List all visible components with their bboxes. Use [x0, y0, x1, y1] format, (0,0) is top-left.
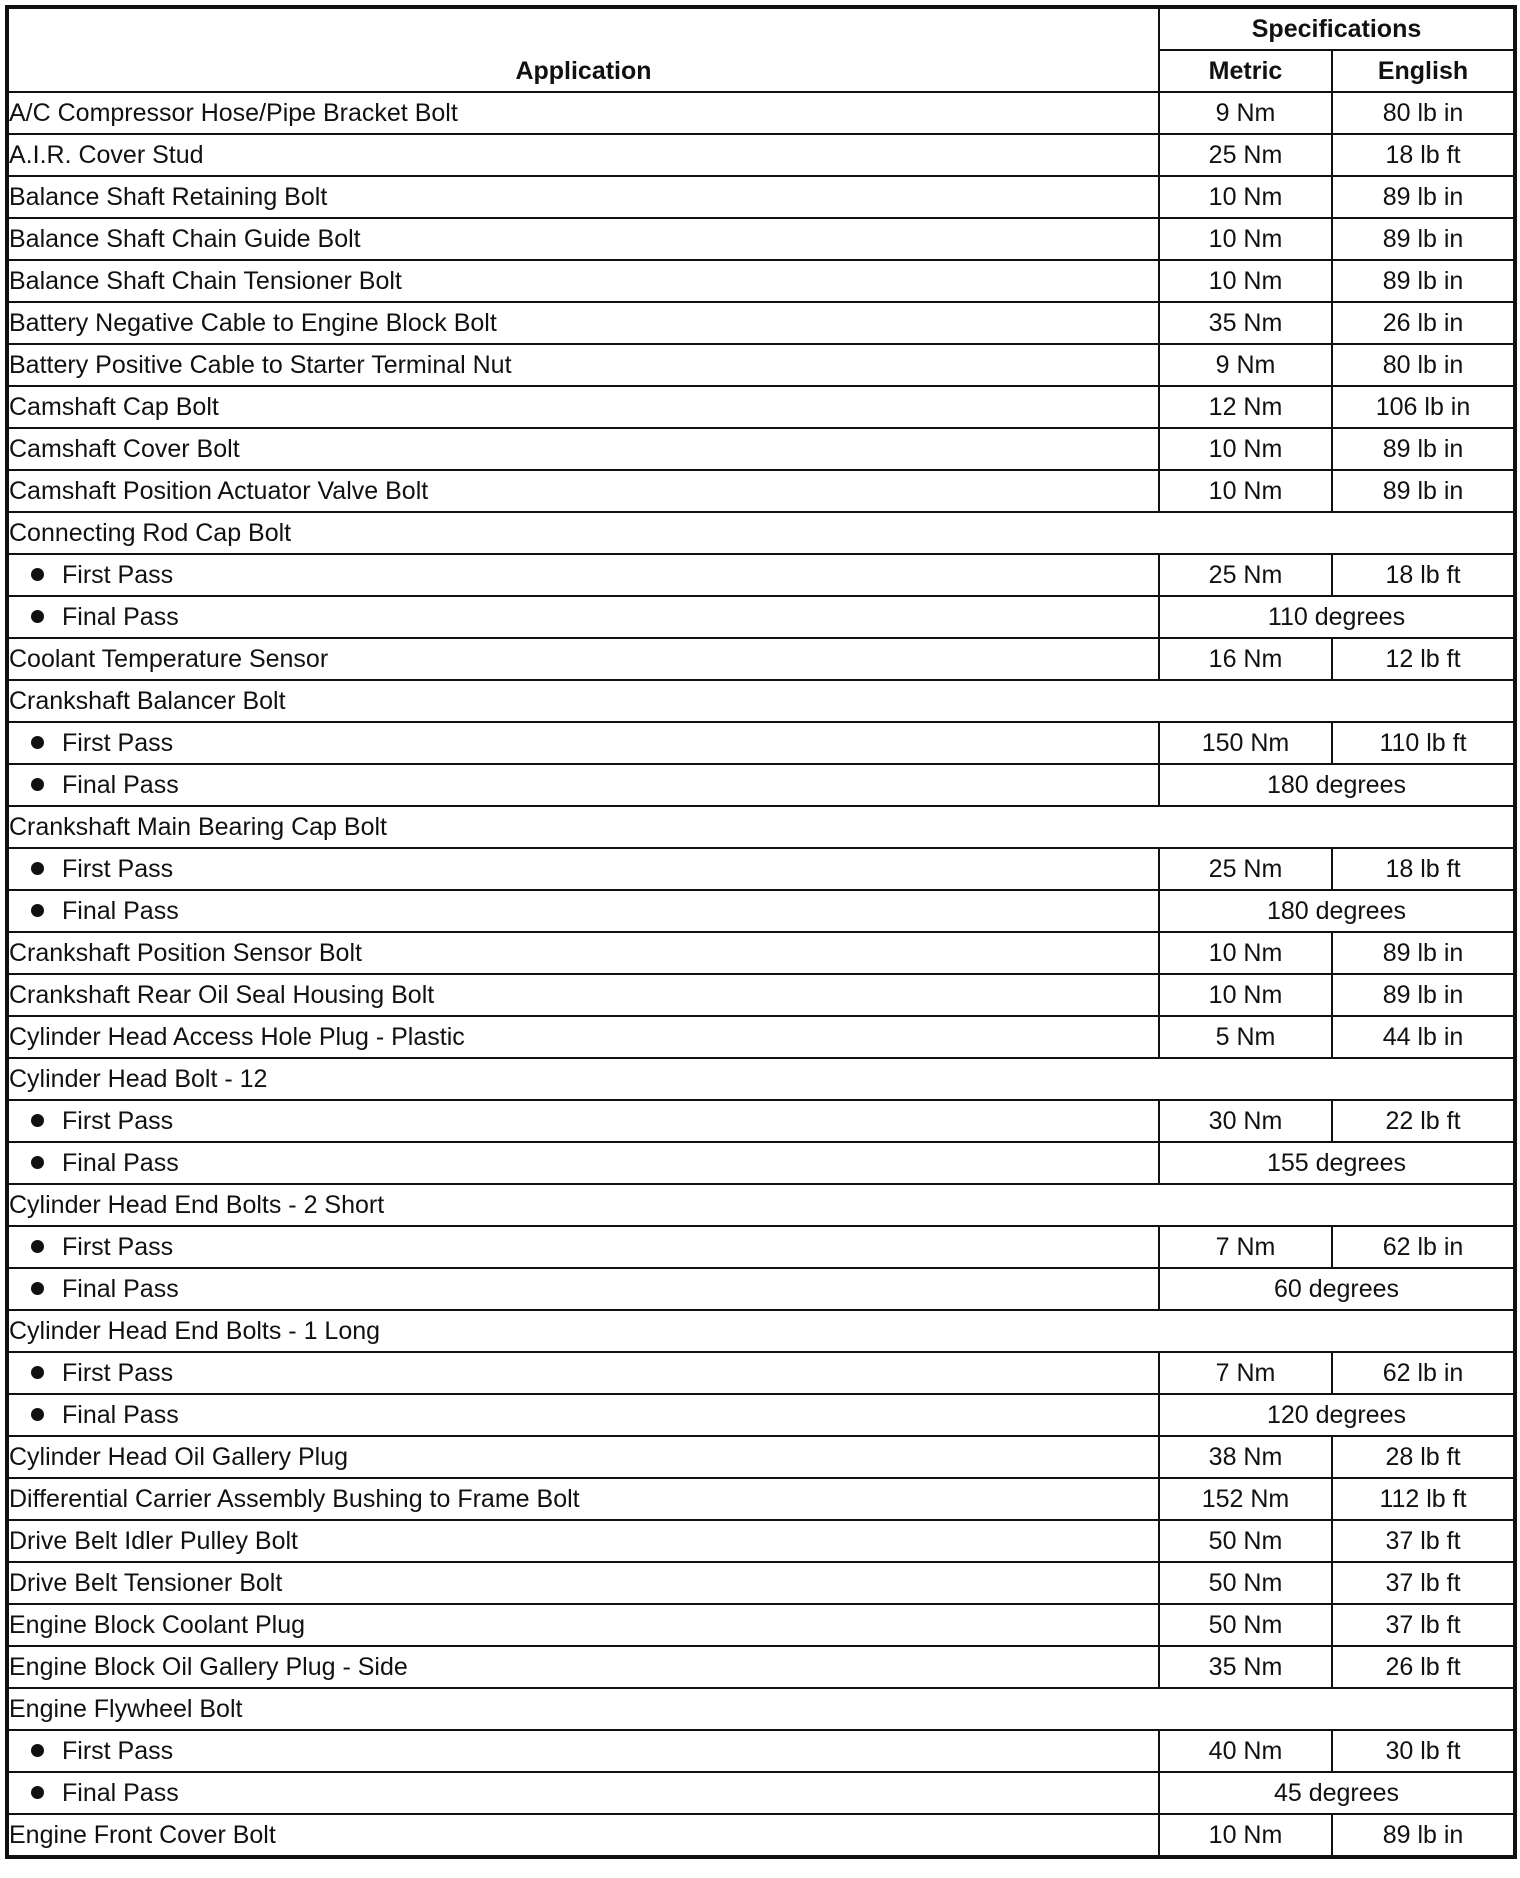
- application-cell: [7, 1772, 1159, 1814]
- application-label: Crankshaft Rear Oil Seal Housing Bolt: [9, 981, 435, 1009]
- metric-cell: 50 Nm: [1159, 1520, 1332, 1562]
- table-row: [7, 596, 1515, 638]
- table-row: [7, 554, 1515, 596]
- application-cell: [7, 1646, 1159, 1688]
- torque-spec-table: [5, 5, 1517, 1859]
- bullet-icon: [31, 736, 44, 749]
- english-cell: 28 lb ft: [1332, 1436, 1515, 1478]
- english-cell: 18 lb ft: [1332, 134, 1515, 176]
- metric-cell: 25 Nm: [1159, 848, 1332, 890]
- application-label: Camshaft Cover Bolt: [9, 435, 240, 463]
- specifications-column-header: Specifications: [1159, 7, 1515, 50]
- application-label: Final Pass: [62, 1275, 179, 1303]
- application-cell: [7, 1814, 1159, 1857]
- bullet-icon: [31, 1156, 44, 1169]
- application-label: Cylinder Head Access Hole Plug - Plastic: [9, 1023, 465, 1051]
- angle-spec-cell: 45 degrees: [1159, 1772, 1515, 1814]
- table-row: [7, 1730, 1515, 1772]
- metric-cell: 10 Nm: [1159, 1814, 1332, 1857]
- application-cell: [7, 218, 1159, 260]
- metric-cell: 38 Nm: [1159, 1436, 1332, 1478]
- application-cell: [7, 1016, 1159, 1058]
- application-cell: [7, 1100, 1159, 1142]
- application-label: Final Pass: [62, 771, 179, 799]
- english-cell: 12 lb ft: [1332, 638, 1515, 680]
- application-cell: [7, 176, 1159, 218]
- application-cell: [7, 344, 1159, 386]
- application-cell: [7, 1688, 1515, 1730]
- application-label: First Pass: [62, 855, 174, 883]
- application-cell: [7, 680, 1515, 722]
- bullet-icon: [31, 778, 44, 791]
- application-label: First Pass: [62, 561, 174, 589]
- application-label: Crankshaft Position Sensor Bolt: [9, 939, 362, 967]
- table-row: [7, 1058, 1515, 1100]
- application-label: First Pass: [62, 1233, 174, 1261]
- english-column-header: English: [1332, 50, 1515, 92]
- bullet-icon: [31, 904, 44, 917]
- metric-cell: 16 Nm: [1159, 638, 1332, 680]
- application-cell: [7, 554, 1159, 596]
- angle-spec-cell: 110 degrees: [1159, 596, 1515, 638]
- table-row: [7, 764, 1515, 806]
- english-cell: 62 lb in: [1332, 1226, 1515, 1268]
- application-label: Balance Shaft Chain Guide Bolt: [9, 225, 361, 253]
- table-row: [7, 176, 1515, 218]
- application-label: Camshaft Position Actuator Valve Bolt: [9, 477, 429, 505]
- application-label: Final Pass: [62, 1401, 179, 1429]
- torque-spec-table-wrapper: [5, 5, 1517, 1859]
- table-row: [7, 1562, 1515, 1604]
- metric-cell: 12 Nm: [1159, 386, 1332, 428]
- table-row: [7, 932, 1515, 974]
- table-row: [7, 1604, 1515, 1646]
- table-row: [7, 1142, 1515, 1184]
- application-cell: [7, 428, 1159, 470]
- application-label: First Pass: [62, 1737, 174, 1765]
- application-label: Final Pass: [62, 897, 179, 925]
- application-cell: [7, 1058, 1515, 1100]
- header-row-top: [7, 7, 1515, 50]
- application-label: Differential Carrier Assembly Bushing to Frame Bolt: [9, 1485, 580, 1513]
- angle-spec-cell: 180 degrees: [1159, 764, 1515, 806]
- metric-cell: 9 Nm: [1159, 92, 1332, 134]
- application-cell: [7, 134, 1159, 176]
- english-cell: 80 lb in: [1332, 92, 1515, 134]
- metric-cell: 35 Nm: [1159, 302, 1332, 344]
- metric-cell: 40 Nm: [1159, 1730, 1332, 1772]
- application-label: Engine Front Cover Bolt: [9, 1821, 276, 1849]
- metric-cell: 7 Nm: [1159, 1226, 1332, 1268]
- angle-spec-cell: 180 degrees: [1159, 890, 1515, 932]
- application-cell: [7, 1478, 1159, 1520]
- bullet-icon: [31, 568, 44, 581]
- metric-cell: 25 Nm: [1159, 554, 1332, 596]
- application-label: Camshaft Cap Bolt: [9, 393, 219, 421]
- application-cell: [7, 512, 1515, 554]
- metric-cell: 10 Nm: [1159, 932, 1332, 974]
- metric-cell: 30 Nm: [1159, 1100, 1332, 1142]
- table-row: [7, 1814, 1515, 1857]
- table-row: [7, 1184, 1515, 1226]
- application-cell: [7, 1352, 1159, 1394]
- application-label: A/C Compressor Hose/Pipe Bracket Bolt: [9, 99, 458, 127]
- table-row: [7, 1310, 1515, 1352]
- application-cell: [7, 1562, 1159, 1604]
- english-cell: 89 lb in: [1332, 260, 1515, 302]
- application-label: Engine Flywheel Bolt: [9, 1695, 243, 1723]
- metric-cell: 10 Nm: [1159, 176, 1332, 218]
- metric-cell: 150 Nm: [1159, 722, 1332, 764]
- metric-cell: 10 Nm: [1159, 218, 1332, 260]
- table-row: [7, 1352, 1515, 1394]
- application-label: Cylinder Head End Bolts - 1 Long: [9, 1317, 381, 1345]
- application-cell: [7, 596, 1159, 638]
- table-row: [7, 848, 1515, 890]
- table-row: [7, 470, 1515, 512]
- application-cell: [7, 470, 1159, 512]
- application-cell: [7, 722, 1159, 764]
- table-row: [7, 260, 1515, 302]
- application-label: First Pass: [62, 1107, 174, 1135]
- bullet-icon: [31, 1282, 44, 1295]
- table-row: [7, 218, 1515, 260]
- metric-cell: 35 Nm: [1159, 1646, 1332, 1688]
- english-cell: 30 lb ft: [1332, 1730, 1515, 1772]
- metric-cell: 50 Nm: [1159, 1562, 1332, 1604]
- bullet-icon: [31, 1114, 44, 1127]
- application-cell: [7, 1436, 1159, 1478]
- application-cell: [7, 1268, 1159, 1310]
- application-label: Crankshaft Balancer Bolt: [9, 687, 286, 715]
- table-row: [7, 1268, 1515, 1310]
- application-cell: [7, 1604, 1159, 1646]
- english-cell: 22 lb ft: [1332, 1100, 1515, 1142]
- english-cell: 26 lb ft: [1332, 1646, 1515, 1688]
- table-row: [7, 1772, 1515, 1814]
- table-row: [7, 1520, 1515, 1562]
- metric-cell: 152 Nm: [1159, 1478, 1332, 1520]
- application-cell: [7, 1520, 1159, 1562]
- table-row: [7, 722, 1515, 764]
- application-cell: [7, 848, 1159, 890]
- angle-spec-cell: 60 degrees: [1159, 1268, 1515, 1310]
- english-cell: 18 lb ft: [1332, 848, 1515, 890]
- table-row: [7, 806, 1515, 848]
- application-cell: [7, 1394, 1159, 1436]
- bullet-icon: [31, 1240, 44, 1253]
- table-row: [7, 386, 1515, 428]
- metric-cell: 10 Nm: [1159, 428, 1332, 470]
- english-cell: 89 lb in: [1332, 932, 1515, 974]
- bullet-icon: [31, 1408, 44, 1421]
- english-cell: 80 lb in: [1332, 344, 1515, 386]
- table-row: [7, 638, 1515, 680]
- table-row: [7, 974, 1515, 1016]
- bullet-icon: [31, 862, 44, 875]
- application-cell: [7, 1310, 1515, 1352]
- application-label: First Pass: [62, 729, 174, 757]
- application-cell: [7, 1730, 1159, 1772]
- table-row: [7, 890, 1515, 932]
- english-cell: 89 lb in: [1332, 176, 1515, 218]
- english-cell: 89 lb in: [1332, 470, 1515, 512]
- application-label: Cylinder Head Bolt - 12: [9, 1065, 268, 1093]
- table-row: [7, 1394, 1515, 1436]
- table-row: [7, 1478, 1515, 1520]
- application-label: A.I.R. Cover Stud: [9, 141, 204, 169]
- metric-cell: 10 Nm: [1159, 470, 1332, 512]
- english-cell: 62 lb in: [1332, 1352, 1515, 1394]
- application-cell: [7, 1142, 1159, 1184]
- english-cell: 18 lb ft: [1332, 554, 1515, 596]
- metric-cell: 10 Nm: [1159, 974, 1332, 1016]
- english-cell: 89 lb in: [1332, 974, 1515, 1016]
- metric-cell: 9 Nm: [1159, 344, 1332, 386]
- english-cell: 112 lb ft: [1332, 1478, 1515, 1520]
- english-cell: 26 lb in: [1332, 302, 1515, 344]
- angle-spec-cell: 120 degrees: [1159, 1394, 1515, 1436]
- application-cell: [7, 1226, 1159, 1268]
- application-cell: [7, 92, 1159, 134]
- english-cell: 89 lb in: [1332, 428, 1515, 470]
- table-row: [7, 1688, 1515, 1730]
- table-row: [7, 1016, 1515, 1058]
- metric-cell: 7 Nm: [1159, 1352, 1332, 1394]
- application-cell: [7, 302, 1159, 344]
- table-row: [7, 344, 1515, 386]
- english-cell: 89 lb in: [1332, 1814, 1515, 1857]
- table-row: [7, 1100, 1515, 1142]
- angle-spec-cell: 155 degrees: [1159, 1142, 1515, 1184]
- application-label: Drive Belt Idler Pulley Bolt: [9, 1527, 299, 1555]
- table-header: [7, 7, 1515, 92]
- english-cell: 89 lb in: [1332, 218, 1515, 260]
- application-cell: [7, 638, 1159, 680]
- application-cell: [7, 260, 1159, 302]
- application-label: Battery Positive Cable to Starter Terminal Nut: [9, 351, 512, 379]
- application-label: Final Pass: [62, 603, 179, 631]
- english-cell: 110 lb ft: [1332, 722, 1515, 764]
- application-label: Cylinder Head Oil Gallery Plug: [9, 1443, 349, 1471]
- application-cell: [7, 974, 1159, 1016]
- bullet-icon: [31, 1786, 44, 1799]
- application-label: Battery Negative Cable to Engine Block Bolt: [9, 309, 497, 337]
- application-label: Crankshaft Main Bearing Cap Bolt: [9, 813, 387, 841]
- application-label: Coolant Temperature Sensor: [9, 645, 329, 673]
- metric-cell: 50 Nm: [1159, 1604, 1332, 1646]
- table-row: [7, 1646, 1515, 1688]
- application-cell: [7, 932, 1159, 974]
- bullet-icon: [31, 610, 44, 623]
- application-label: Final Pass: [62, 1149, 179, 1177]
- application-column-header: Application: [7, 7, 1159, 92]
- bullet-icon: [31, 1744, 44, 1757]
- application-label: Cylinder Head End Bolts - 2 Short: [9, 1191, 385, 1219]
- metric-cell: 25 Nm: [1159, 134, 1332, 176]
- table-row: [7, 92, 1515, 134]
- application-label: Drive Belt Tensioner Bolt: [9, 1569, 283, 1597]
- application-cell: [7, 890, 1159, 932]
- bullet-icon: [31, 1366, 44, 1379]
- application-label: Balance Shaft Chain Tensioner Bolt: [9, 267, 402, 295]
- english-cell: 44 lb in: [1332, 1016, 1515, 1058]
- english-cell: 37 lb ft: [1332, 1520, 1515, 1562]
- application-label: Connecting Rod Cap Bolt: [9, 519, 292, 547]
- metric-column-header: Metric: [1159, 50, 1332, 92]
- english-cell: 37 lb ft: [1332, 1562, 1515, 1604]
- table-row: [7, 1226, 1515, 1268]
- application-cell: [7, 806, 1515, 848]
- table-row: [7, 512, 1515, 554]
- application-label: First Pass: [62, 1359, 174, 1387]
- application-label: Engine Block Coolant Plug: [9, 1611, 306, 1639]
- table-row: [7, 680, 1515, 722]
- english-cell: 37 lb ft: [1332, 1604, 1515, 1646]
- english-cell: 106 lb in: [1332, 386, 1515, 428]
- table-row: [7, 1436, 1515, 1478]
- table-body: [7, 92, 1515, 1857]
- application-label: Engine Block Oil Gallery Plug - Side: [9, 1653, 408, 1681]
- table-row: [7, 134, 1515, 176]
- table-row: [7, 302, 1515, 344]
- application-label: Final Pass: [62, 1779, 179, 1807]
- application-cell: [7, 764, 1159, 806]
- metric-cell: 10 Nm: [1159, 260, 1332, 302]
- metric-cell: 5 Nm: [1159, 1016, 1332, 1058]
- table-row: [7, 428, 1515, 470]
- application-cell: [7, 1184, 1515, 1226]
- application-cell: [7, 386, 1159, 428]
- application-label: Balance Shaft Retaining Bolt: [9, 183, 328, 211]
